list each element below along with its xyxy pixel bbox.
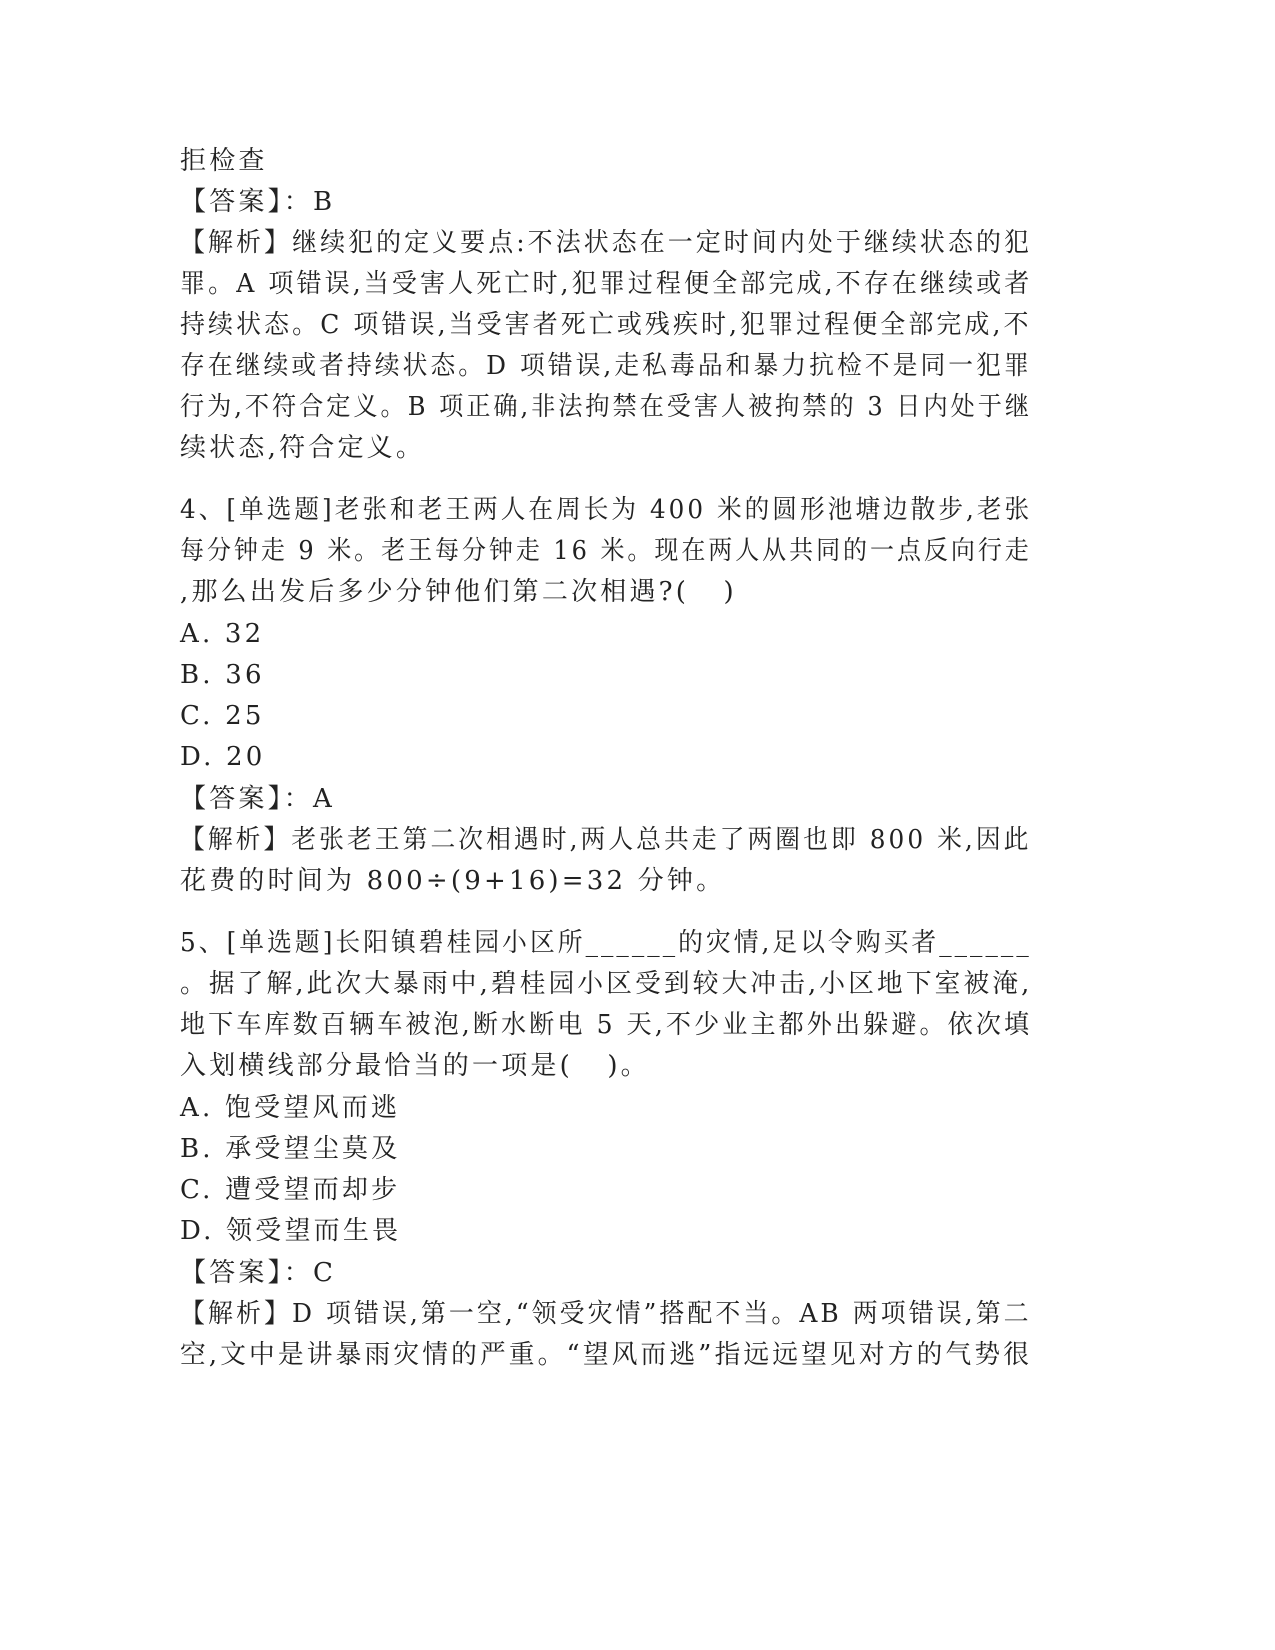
question-continuation: 拒检查 <box>180 146 268 176</box>
option-a: A. 32 <box>180 619 265 649</box>
answer-line: 【答案】：B <box>180 187 336 217</box>
option-b: B. 承受望尘莫及 <box>180 1134 401 1164</box>
option-b: B. 36 <box>180 660 265 690</box>
question-stem-line: 地下车库数百辆车被泡,断水断电 5 天,不少业主都外出躲避。依次填 <box>180 1010 1033 1040</box>
analysis-line: 持续状态。C 项错误,当受害者死亡或残疾时,犯罪过程便全部完成,不 <box>180 310 1032 340</box>
analysis-line: 花费的时间为 800÷(9+16)=32 分钟。 <box>180 866 726 896</box>
question-stem-line: 4、[单选题]老张和老王两人在周长为 400 米的圆形池塘边散步,老张 <box>180 495 1033 525</box>
analysis-line: 【解析】继续犯的定义要点:不法状态在一定时间内处于继续状态的犯 <box>180 228 1033 258</box>
analysis-line: 【解析】老张老王第二次相遇时,两人总共走了两圈也即 800 米,因此 <box>180 825 1032 855</box>
answer-line: 【答案】：C <box>180 1258 337 1288</box>
option-d: D. 20 <box>180 742 266 772</box>
question-stem-line: 入划横线部分最恰当的一项是( )。 <box>180 1051 650 1081</box>
analysis-line: 续状态,符合定义。 <box>180 433 426 463</box>
analysis-line: 【解析】D 项错误,第一空,“领受灾情”搭配不当。AB 两项错误,第二 <box>180 1299 1032 1329</box>
option-c: C. 25 <box>180 701 265 731</box>
analysis-line: 罪。A 项错误,当受害人死亡时,犯罪过程便全部完成,不存在继续或者 <box>180 269 1033 299</box>
question-stem-line: 。据了解,此次大暴雨中,碧桂园小区受到较大冲击,小区地下室被淹, <box>180 969 1033 999</box>
analysis-line: 行为,不符合定义。B 项正确,非法拘禁在受害人被拘禁的 3 日内处于继 <box>180 392 1032 422</box>
answer-line: 【答案】：A <box>180 784 335 814</box>
option-d: D. 领受望而生畏 <box>180 1216 402 1246</box>
analysis-line: 存在继续或者持续状态。D 项错误,走私毒品和暴力抗检不是同一犯罪 <box>180 351 1032 381</box>
question-stem-line: ,那么出发后多少分钟他们第二次相遇?( ) <box>180 577 737 607</box>
question-stem-line: 每分钟走 9 米。老王每分钟走 16 米。现在两人从共同的一点反向行走 <box>180 536 1032 566</box>
question-stem-line: 5、[单选题]长阳镇碧桂园小区所______的灾情,足以令购买者______ <box>180 928 1032 958</box>
option-c: C. 遭受望而却步 <box>180 1175 401 1205</box>
analysis-line: 空,文中是讲暴雨灾情的严重。“望风而逃”指远远望见对方的气势很 <box>180 1340 1033 1370</box>
option-a: A. 饱受望风而逃 <box>180 1093 401 1123</box>
